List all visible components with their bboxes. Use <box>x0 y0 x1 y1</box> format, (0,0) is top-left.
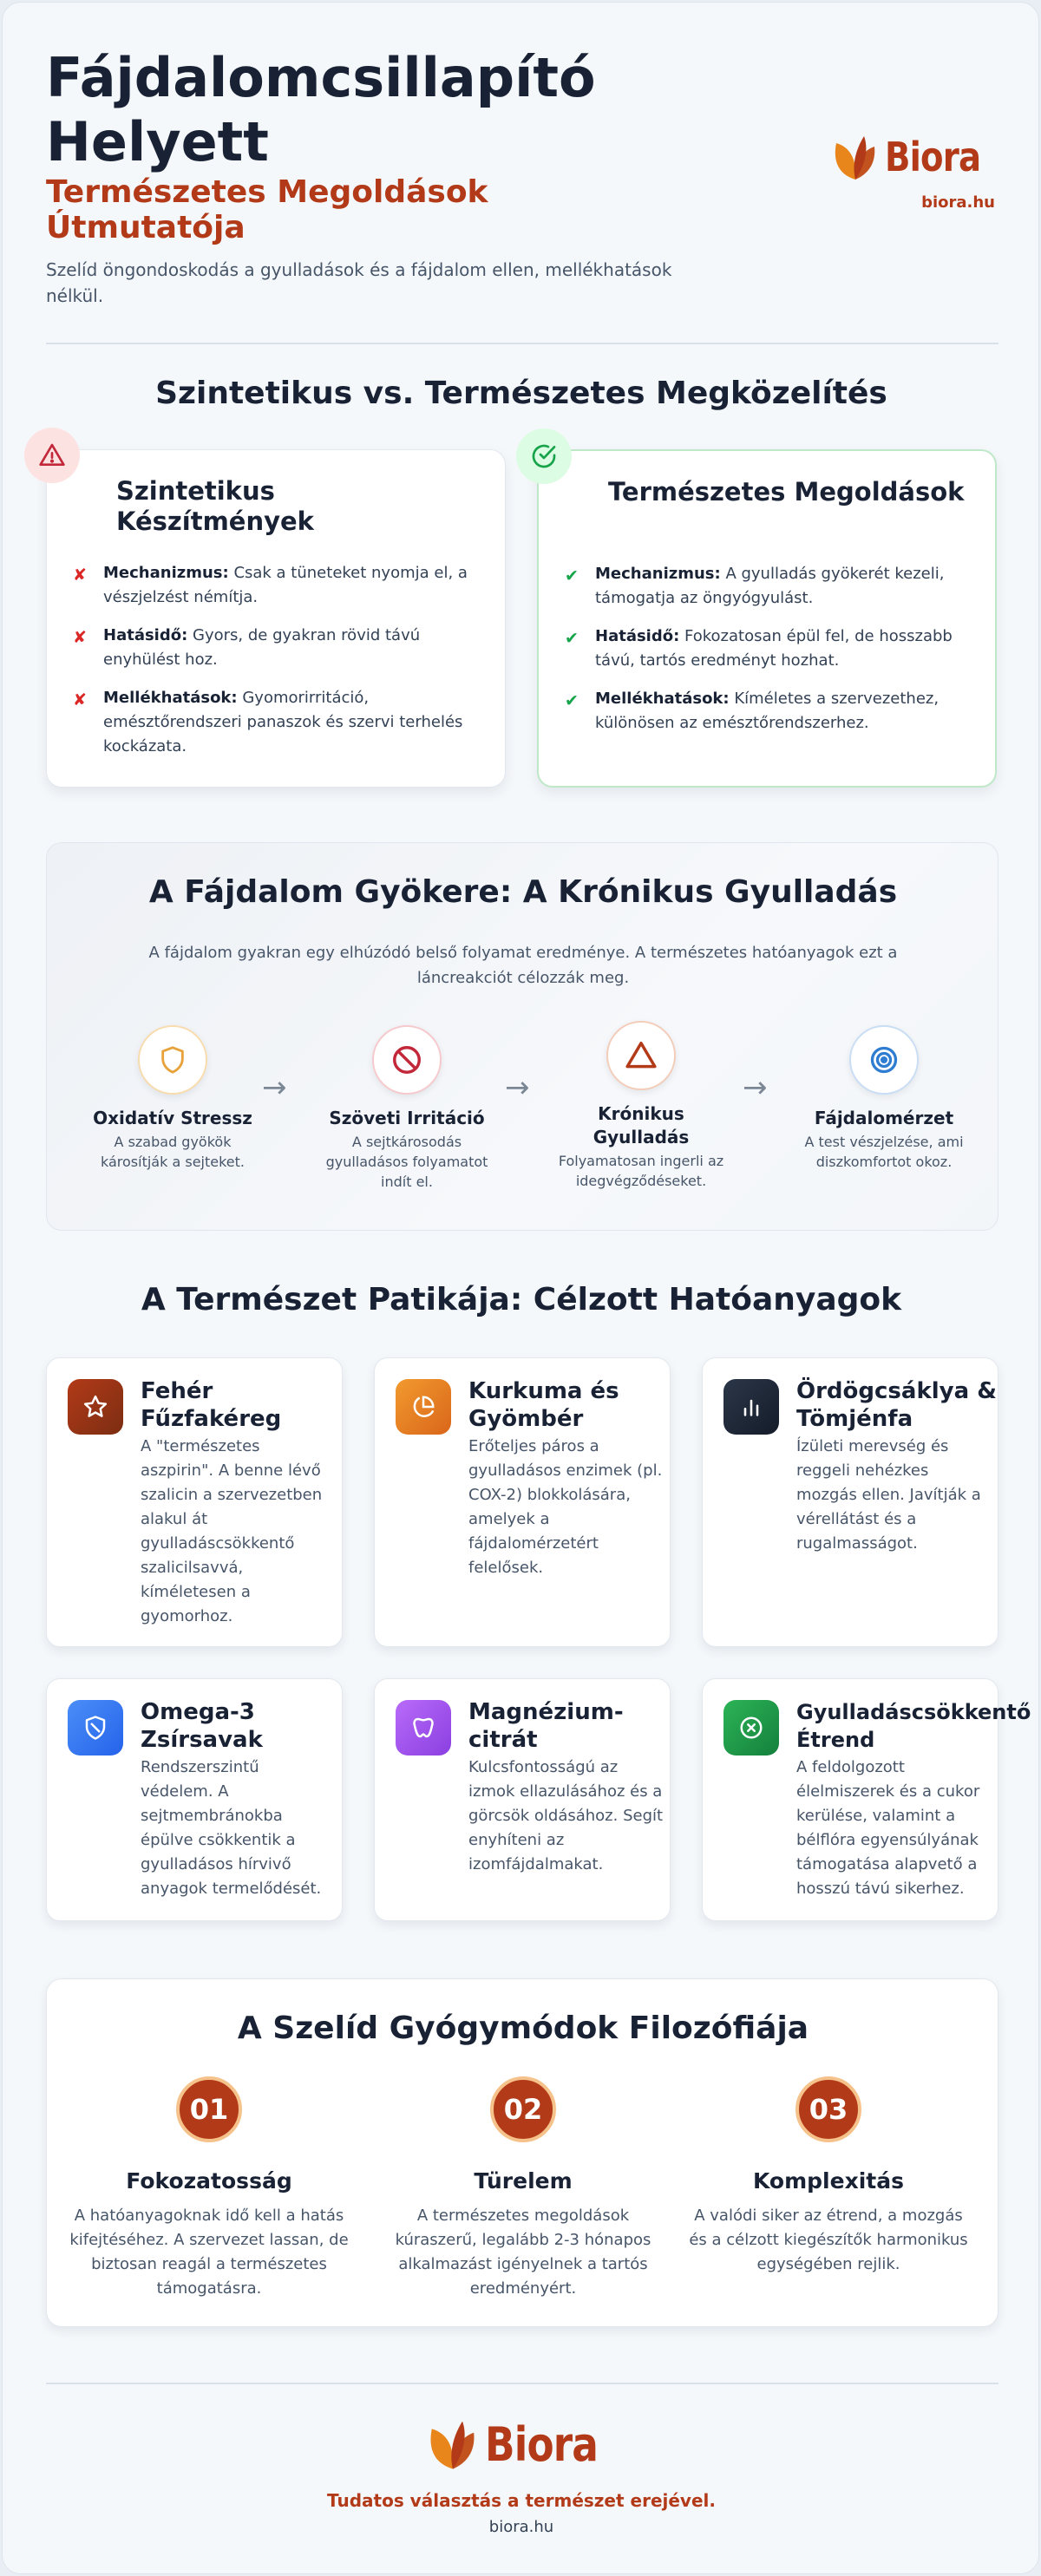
list-item: ✘ Mechanizmus: Csak a tüneteket nyomja el, a vészjelzést némítja. <box>73 564 468 606</box>
root-title: A Fájdalom Gyökere: A Krónikus Gyulladás <box>148 874 898 910</box>
ingredient-desc: Ízületi merevség és reggeli nehézkes mozgás ellen. Javítják a vérellátást és a rugalmasságot. <box>796 1437 981 1553</box>
step-name: Fájdalomérzet <box>814 1108 954 1128</box>
page-lead: Szelíd öngondoskodás a gyulladások és a fájdalom ellen, mellékhatások nélkül. <box>46 259 672 306</box>
shield-off-icon <box>82 1715 108 1741</box>
step-icon-wrap <box>606 1021 676 1090</box>
arrow-icon: → <box>505 1070 530 1105</box>
step-oxidative-stress <box>82 1025 264 1172</box>
brand-logo <box>829 131 998 183</box>
shield-icon <box>158 1045 187 1075</box>
footer-tagline: Tudatos választás a természet erejével. <box>327 2490 716 2511</box>
ingredient-desc: Rendszerszintű védelem. A sejtmembránokba épülve csökkentik a gyulladásos hírvivő anyagok termelődését. <box>141 1758 322 1898</box>
star-icon <box>82 1394 108 1420</box>
bar-chart-icon <box>739 1395 763 1419</box>
pillar-complexity <box>685 2076 972 2277</box>
ingredient-desc: Erőteljes páros a gyulladásos enzimek (pl. COX-2) blokkolására, amelyek a fájdalomérzetért felelősek. <box>468 1437 663 1577</box>
ingredient-title: Kurkuma és Gyömbér <box>468 1378 619 1432</box>
step-name: Szöveti Irritáció <box>329 1108 485 1128</box>
step-desc: A szabad gyökök károsítják a sejteket. <box>101 1134 245 1170</box>
synthetic-card <box>46 449 506 788</box>
ingredient-title: Gyulladáscsökkentő Étrend <box>796 1700 1031 1752</box>
arrow-icon: → <box>262 1070 287 1105</box>
header <box>46 46 998 344</box>
step-desc: A test vészjelzése, ami diszkomfortot okoz. <box>804 1134 964 1170</box>
comparison-title: Szintetikus vs. Természetes Megközelítés <box>155 376 887 411</box>
cross-icon: ✘ <box>73 690 87 709</box>
target-icon <box>868 1044 900 1076</box>
cross-icon: ✘ <box>73 566 87 585</box>
pillar-patience <box>380 2076 666 2301</box>
brand[interactable] <box>808 131 998 212</box>
ingredient-title: Fehér Fűzfakéreg <box>141 1378 282 1432</box>
ingredients-title: A Természet Patikája: Célzott Hatóanyagok <box>141 1282 902 1317</box>
ingredient-title: Ördögcsáklya & Tömjénfa <box>796 1378 997 1432</box>
footer-logo <box>424 2416 619 2473</box>
ingredient-icon-wrap <box>68 1379 123 1435</box>
ingredient-card <box>374 1357 671 1647</box>
step-icon-wrap <box>138 1025 207 1095</box>
footer-url[interactable]: biora.hu <box>488 2518 554 2536</box>
pillar-desc: A hatóanyagoknak idő kell a hatás kifejtéséhez. A szervezet lassan, de biztosan reagál a természetes támogatásra. <box>69 2207 349 2298</box>
divider <box>46 343 998 344</box>
pillar-desc: A természetes megoldások kúraszerű, legalább 2-3 hónapos alkalmazást igényelnek a tartós eredményért. <box>395 2207 651 2298</box>
ingredient-title: Omega-3 Zsírsavak <box>141 1699 263 1753</box>
check-icon: ✔ <box>565 691 579 710</box>
brand-name: Biora <box>884 134 981 180</box>
pillar-number: 03 <box>795 2076 861 2142</box>
pillar-name: Türelem <box>474 2168 573 2194</box>
natural-card <box>537 449 997 788</box>
ingredient-card <box>702 1357 998 1647</box>
ingredient-card <box>46 1678 343 1921</box>
synthetic-list <box>73 561 481 773</box>
warning-triangle-icon <box>38 441 66 469</box>
step-desc: A sejtkárosodás gyulladásos folyamatot indít el. <box>325 1134 488 1190</box>
warning-badge <box>24 428 80 483</box>
ingredient-title: Magnézium-citrát <box>468 1699 624 1753</box>
ingredient-card <box>374 1678 671 1921</box>
divider <box>46 2383 998 2384</box>
brand-url[interactable]: biora.hu <box>921 193 995 212</box>
root-cause-panel <box>46 842 998 1231</box>
list-item: ✘ Hatásidő: Gyors, de gyakran rövid távú enyhülést hoz. <box>73 626 421 669</box>
ingredient-icon-wrap <box>396 1379 451 1435</box>
natural-title: Természetes Megoldások <box>608 477 965 507</box>
philosophy-panel <box>46 1978 998 2327</box>
natural-list <box>565 562 972 749</box>
pie-chart-icon <box>410 1394 436 1420</box>
leaf-logo-icon <box>829 131 881 183</box>
page-title: Fájdalomcsillapító Helyett <box>46 46 596 173</box>
ingredient-icon-wrap <box>68 1700 123 1755</box>
list-item: ✔ Mellékhatások: Kíméletes a szervezethez, különösen az emésztőrendszerhez. <box>565 690 940 732</box>
step-icon-wrap <box>849 1025 919 1095</box>
ingredient-desc: A feldolgozott élelmiszerek és a cukor kerülése, valamint a bélflóra egyensúlyának támogatása alapvető a hosszú távú sikerhez. <box>796 1758 980 1898</box>
step-icon-wrap <box>372 1025 442 1095</box>
philosophy-title: A Szelíd Gyógymódok Filozófiája <box>237 2010 809 2046</box>
warning-triangle-icon <box>625 1039 658 1072</box>
root-description: A fájdalom gyakran egy elhúzódó belső folyamat eredménye. A természetes hatóanyagok ezt a láncreakciót célozzák meg. <box>148 944 898 987</box>
pillar-desc: A valódi siker az étrend, a mozgás és a célzott kiegészítők harmonikus egységében rejlik. <box>689 2207 968 2273</box>
ingredient-icon-wrap <box>723 1379 779 1435</box>
pillar-gradualness <box>66 2076 352 2301</box>
pillar-name: Fokozatosság <box>126 2168 292 2194</box>
ingredient-card <box>46 1357 343 1647</box>
cross-icon: ✘ <box>73 628 87 647</box>
page <box>2 2 1039 2574</box>
ingredient-desc: Kulcsfontosságú az izmok ellazulásához és a görcsök oldásához. Segít enyhíteni az izomfájdalmakat. <box>468 1758 664 1873</box>
footer <box>3 2416 1039 2536</box>
x-circle-icon <box>738 1715 764 1741</box>
ingredient-icon-wrap <box>396 1700 451 1755</box>
step-desc: Folyamatosan ingerli az idegvégződéseket. <box>558 1153 724 1189</box>
ban-icon <box>390 1043 423 1076</box>
pillar-name: Komplexitás <box>753 2168 904 2194</box>
check-circle-icon <box>530 442 558 470</box>
step-name: Oxidatív Stressz <box>93 1108 252 1128</box>
ingredient-icon-wrap <box>723 1700 779 1755</box>
footer-brand-name: Biora <box>484 2416 598 2472</box>
leaf-logo-icon <box>424 2416 481 2473</box>
muscle-icon <box>410 1715 436 1741</box>
synthetic-title: Szintetikus Készítmények <box>116 476 314 536</box>
list-item: ✘ Mellékhatások: Gyomorirritáció, emésztőrendszeri panaszok és szervi terhelés kockázata. <box>73 689 463 755</box>
list-item: ✔ Mechanizmus: A gyulladás gyökerét kezeli, támogatja az öngyógyulást. <box>565 565 945 607</box>
page-subtitle: Természetes Megoldások Útmutatója <box>46 174 488 245</box>
arrow-icon: → <box>743 1070 768 1105</box>
step-pain-sensation <box>793 1025 975 1172</box>
check-icon: ✔ <box>565 566 579 585</box>
list-item: ✔ Hatásidő: Fokozatosan épül fel, de hosszabb távú, tartós eredményt hozhat. <box>565 627 953 670</box>
check-badge <box>516 428 572 484</box>
step-tissue-irritation <box>316 1025 498 1192</box>
ingredient-desc: A "természetes aszpirin". A benne lévő szalicin a szervezetben alakul át gyulladáscsökkentő szalicilsavvá, kíméletesen a gyomorhoz. <box>141 1437 323 1625</box>
step-chronic-inflammation <box>550 1021 732 1191</box>
ingredient-card <box>702 1678 1031 1921</box>
pillar-number: 01 <box>176 2076 242 2142</box>
check-icon: ✔ <box>565 629 579 648</box>
pillar-number: 02 <box>490 2076 556 2142</box>
step-name: Krónikus Gyulladás <box>593 1103 690 1147</box>
